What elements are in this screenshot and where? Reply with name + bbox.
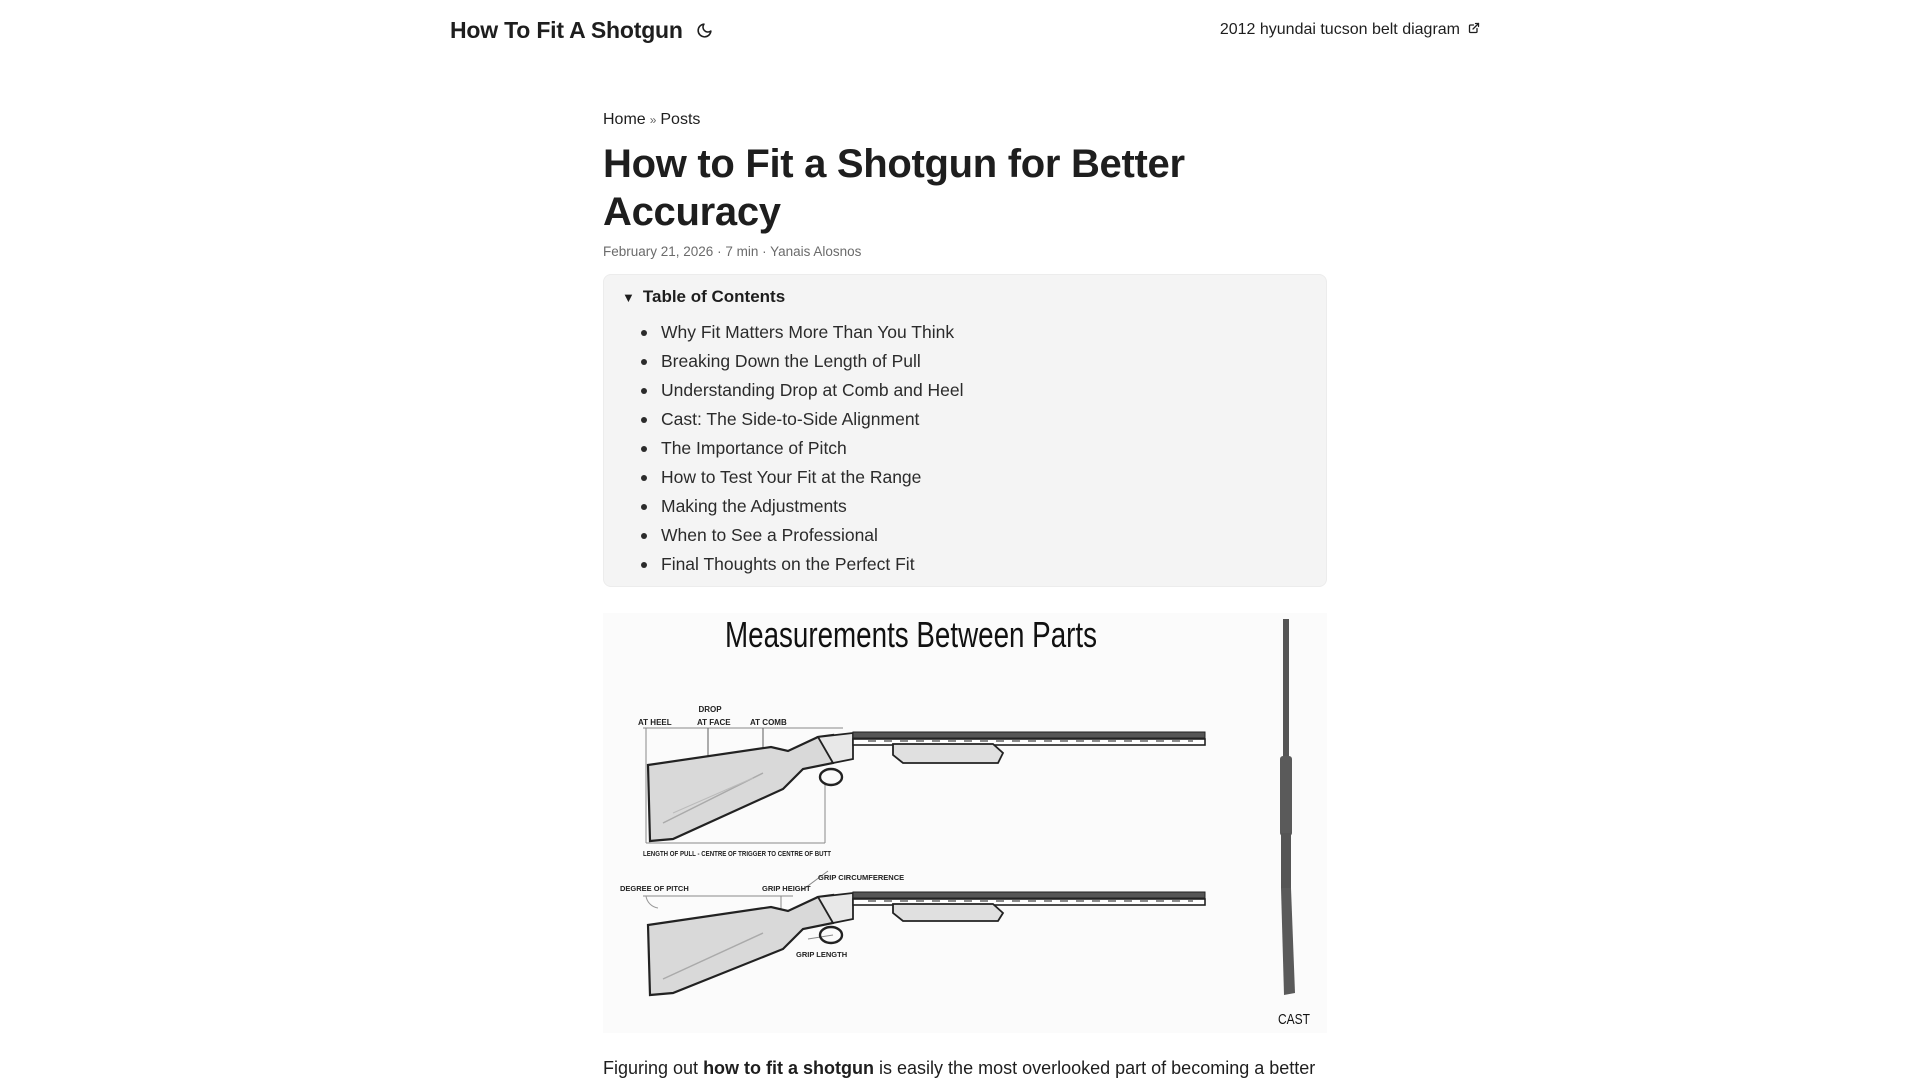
moon-icon[interactable] bbox=[695, 20, 715, 40]
site-header bbox=[450, 0, 1480, 60]
toc-link[interactable]: The Importance of Pitch bbox=[661, 438, 847, 458]
intro-paragraph bbox=[603, 1053, 1327, 1083]
label-at-comb: AT COMB bbox=[750, 718, 787, 727]
toc-item bbox=[641, 521, 1308, 550]
toc-label: Table of Contents bbox=[642, 287, 786, 306]
label-grip-circumference: GRIP CIRCUMFERENCE bbox=[818, 873, 905, 882]
toc-item bbox=[641, 347, 1308, 376]
shotgun-measurements-image bbox=[603, 613, 1327, 1033]
toc-link[interactable]: Final Thoughts on the Perfect Fit bbox=[661, 554, 915, 574]
post-meta: February 21, 2026 · 7 min · Yanais Alosnos bbox=[603, 244, 862, 259]
breadcrumb bbox=[603, 108, 1327, 132]
bullet-icon bbox=[641, 359, 647, 365]
table-of-contents bbox=[603, 274, 1327, 587]
label-grip-length: GRIP LENGTH bbox=[796, 950, 848, 959]
label-at-heel: AT HEEL bbox=[638, 718, 672, 727]
page-title: How to Fit a Shotgun for Better Accuracy bbox=[603, 142, 1185, 234]
intro-text: Figuring out bbox=[603, 1058, 704, 1078]
toc-item bbox=[641, 463, 1308, 492]
shotgun-diagram bbox=[603, 613, 1327, 1033]
label-length-of-pull: LENGTH OF PULL - CENTRE OF TRIGGER TO CENTRE OF BUTT bbox=[643, 849, 832, 858]
external-link-label: 2012 hyundai tucson belt diagram bbox=[1219, 21, 1460, 38]
toc-item bbox=[641, 434, 1308, 463]
toc-item bbox=[641, 405, 1308, 434]
intro-text-rest: is easily the most overlooked part of becoming a better bbox=[874, 1058, 1316, 1078]
label-at-face: AT FACE bbox=[697, 718, 731, 727]
toc-item bbox=[641, 376, 1308, 405]
toc-item bbox=[641, 550, 1308, 579]
intro-keyword: how to fit a shotgun bbox=[703, 1058, 875, 1078]
toc-toggle[interactable] bbox=[622, 285, 1308, 309]
toc-link[interactable]: Why Fit Matters More Than You Think bbox=[661, 322, 955, 342]
bullet-icon bbox=[641, 504, 647, 510]
triangle-down-icon: ▼ bbox=[622, 289, 635, 305]
bullet-icon bbox=[641, 388, 647, 394]
post-content bbox=[603, 108, 1327, 1083]
logo-group bbox=[450, 17, 715, 44]
toc-link[interactable]: How to Test Your Fit at the Range bbox=[661, 467, 922, 487]
toc-list bbox=[622, 318, 1308, 579]
label-cast: CAST bbox=[1278, 1011, 1310, 1028]
toc-item bbox=[641, 492, 1308, 521]
bullet-icon bbox=[641, 446, 647, 452]
label-degree-of-pitch: DEGREE OF PITCH bbox=[620, 884, 689, 893]
toc-item bbox=[641, 318, 1308, 347]
bullet-icon bbox=[641, 533, 647, 539]
toc-link[interactable]: Breaking Down the Length of Pull bbox=[661, 351, 921, 371]
toc-link[interactable]: Cast: The Side-to-Side Alignment bbox=[661, 409, 920, 429]
breadcrumb-separator: » bbox=[649, 113, 657, 127]
breadcrumb-posts[interactable]: Posts bbox=[660, 111, 701, 128]
bullet-icon bbox=[641, 475, 647, 481]
external-link-icon bbox=[1468, 21, 1480, 39]
toc-link[interactable]: When to See a Professional bbox=[661, 525, 878, 545]
figure-heading: Measurements Between Parts bbox=[725, 614, 1097, 655]
breadcrumb-home[interactable]: Home bbox=[603, 111, 646, 128]
bullet-icon bbox=[641, 330, 647, 336]
external-link[interactable] bbox=[1220, 21, 1480, 39]
label-grip-height: GRIP HEIGHT bbox=[762, 884, 811, 893]
bullet-icon bbox=[641, 562, 647, 568]
site-title-link[interactable]: How To Fit A Shotgun bbox=[450, 16, 683, 43]
toc-link[interactable]: Understanding Drop at Comb and Heel bbox=[661, 380, 964, 400]
toc-link[interactable]: Making the Adjustments bbox=[661, 496, 847, 516]
bullet-icon bbox=[641, 417, 647, 423]
label-drop: DROP bbox=[698, 705, 722, 714]
